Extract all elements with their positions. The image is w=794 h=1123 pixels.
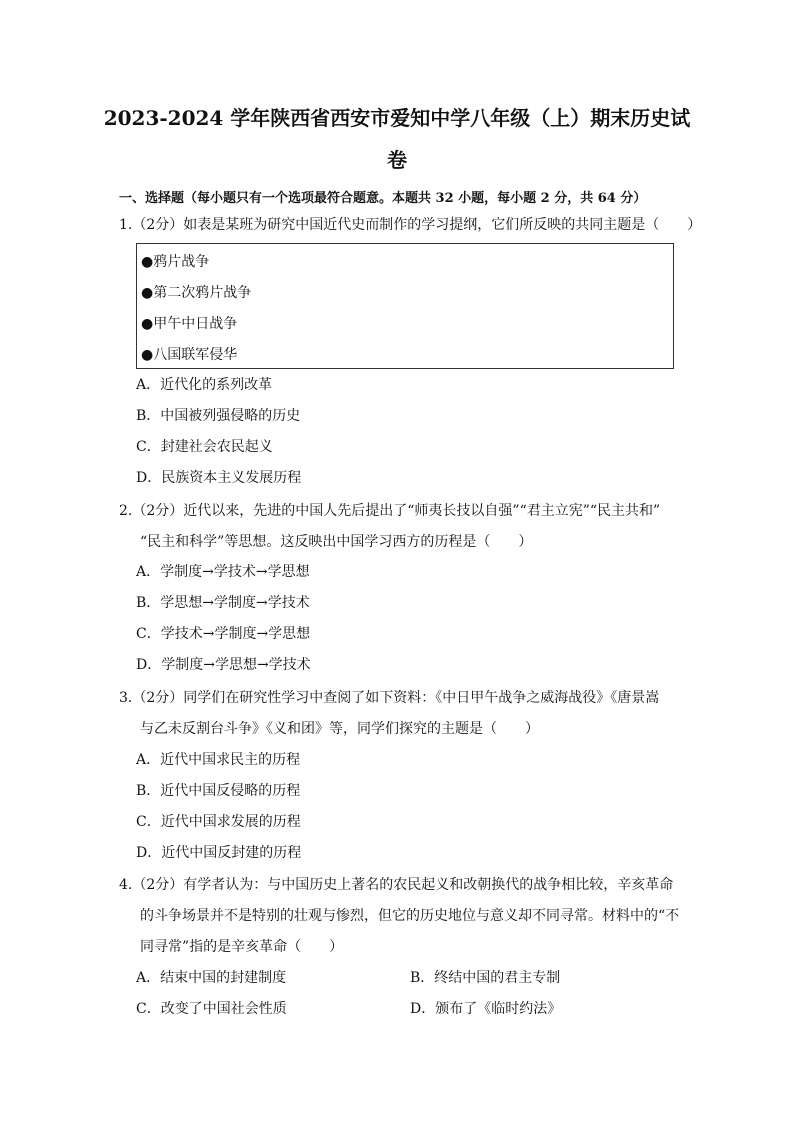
option-d: D．近代中国反封建的历程 <box>136 845 302 861</box>
option-c: C．近代中国求发展的历程 <box>136 814 301 830</box>
option-a: A．近代化的系列改革 <box>136 377 273 393</box>
option-d: D．学制度→学思想→学技术 <box>136 657 311 673</box>
question-3-stem-line2: 与乙未反割台斗争》《义和团》等，同学们探究的主题是（ ） <box>140 721 539 737</box>
section-heading: 一、选择题（每小题只有一个选项最符合题意。本题共 32 小题，每小题 2 分，共 64 分） <box>119 191 647 206</box>
option-c: C．改变了中国社会性质 <box>136 1001 287 1017</box>
option-a: A．结束中国的封建制度 <box>136 970 287 986</box>
option-a: A．学制度→学技术→学思想 <box>136 564 310 580</box>
outline-item: ●八国联军侵华 <box>141 347 238 363</box>
option-b: B．学思想→学制度→学技术 <box>136 595 310 611</box>
question-4-stem-line3: 同寻常”指的是辛亥革命（ ） <box>140 939 344 955</box>
question-4 <box>119 870 679 963</box>
question-2-options <box>136 557 311 681</box>
question-1-options <box>136 370 301 494</box>
question-1-outline-table <box>136 243 674 369</box>
question-2-stem-line2: “民主和科学”等思想。这反映出中国学习西方的历程是（ ） <box>140 534 533 550</box>
question-3-options <box>136 745 301 869</box>
question-1 <box>119 210 702 241</box>
question-2 <box>119 496 679 558</box>
document-title-line2: 卷 <box>387 148 407 172</box>
outline-item: ●甲午中日战争 <box>141 316 238 332</box>
outline-item: ●鸦片战争 <box>141 254 210 270</box>
question-3-stem-line1: 3.（2分）同学们在研究性学习中查阅了如下资料：《中日甲午战争之威海战役》《唐景嵩 <box>119 690 660 706</box>
option-c: C．学技术→学制度→学思想 <box>136 626 311 642</box>
question-1-stem: 1.（2分）如表是某班为研究中国近代史而制作的学习提纲，它们所反映的共同主题是（ ） <box>119 217 702 233</box>
question-3 <box>119 683 679 745</box>
option-d: D．民族资本主义发展历程 <box>136 470 302 486</box>
option-b: B．近代中国反侵略的历程 <box>136 783 301 799</box>
option-a: A．近代中国求民主的历程 <box>136 752 301 768</box>
option-d: D．颁布了《临时约法》 <box>410 1001 562 1017</box>
question-4-stem-line2: 的斗争场景并不是特别的壮观与惨烈，但它的历史地位与意义却不同寻常。材料中的“不 <box>140 908 680 924</box>
option-b: B．终结中国的君主专制 <box>410 970 561 986</box>
question-2-stem-line1: 2.（2分）近代以来，先进的中国人先后提出了“师夷长技以自强”“君主立宪”“民主共和” <box>119 503 661 519</box>
question-4-stem-line1: 4.（2分）有学者认为：与中国历史上著名的农民起义和改朝换代的战争相比较，辛亥革命 <box>119 877 674 893</box>
outline-item: ●第二次鸦片战争 <box>141 285 252 301</box>
option-c: C．封建社会农民起义 <box>136 439 273 455</box>
option-b: B．中国被列强侵略的历史 <box>136 408 301 424</box>
document-title-line1: 2023-2024 学年陕西省西安市爱知中学八年级（上）期末历史试 <box>103 106 691 130</box>
